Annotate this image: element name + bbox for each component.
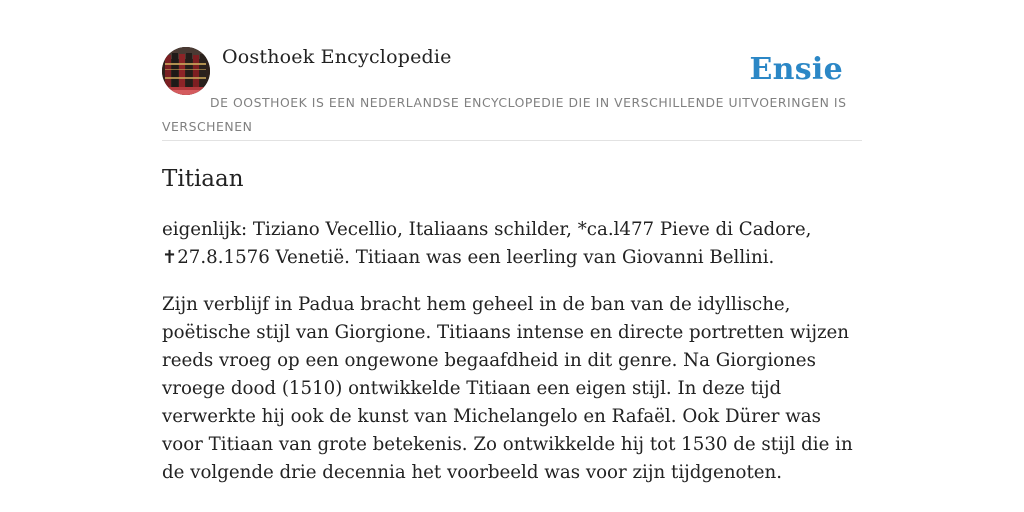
article xyxy=(162,163,862,487)
article-paragraph: Zijn verblijf in Padua bracht hem geheel in de ban van de idyllische, poëtische stijl van Giorgione. Titiaans intense en directe portretten wijzen reeds vroeg op een ongewone begaafdheid in dit genre. Na Giorgiones vroege dood (1510) ontwikkelde Titiaan een eigen stijl. In deze tijd verwerkte hij ook de kunst van Michelangelo en Rafaël. Ook Dürer was voor Titiaan van grote betekenis. Zo ontwikkelde hij tot 1530 de stijl die in de volgende drie decennia het voorbeeld was voor zijn tijdgenoten. xyxy=(162,294,853,483)
site-header xyxy=(162,44,862,141)
article-paragraph: eigenlijk: Tiziano Vecellio, Italiaans schilder, *ca.l477 Pieve di Cadore, ✝27.8.1576 Venetië. Titiaan was een leerling van Giovanni Bellini. xyxy=(162,219,812,268)
site-tagline: DE OOSTHOEK IS EEN NEDERLANDSE ENCYCLOPEDIE DIE IN VERSCHILLENDE UITVOERINGEN IS VERSCHENEN xyxy=(162,95,847,134)
encyclopedia-books-icon[interactable] xyxy=(162,47,210,95)
brand-logo[interactable]: Ensie xyxy=(749,52,843,87)
site-title[interactable]: Oosthoek Encyclopedie xyxy=(222,46,452,68)
article-title: Titiaan xyxy=(162,166,244,192)
